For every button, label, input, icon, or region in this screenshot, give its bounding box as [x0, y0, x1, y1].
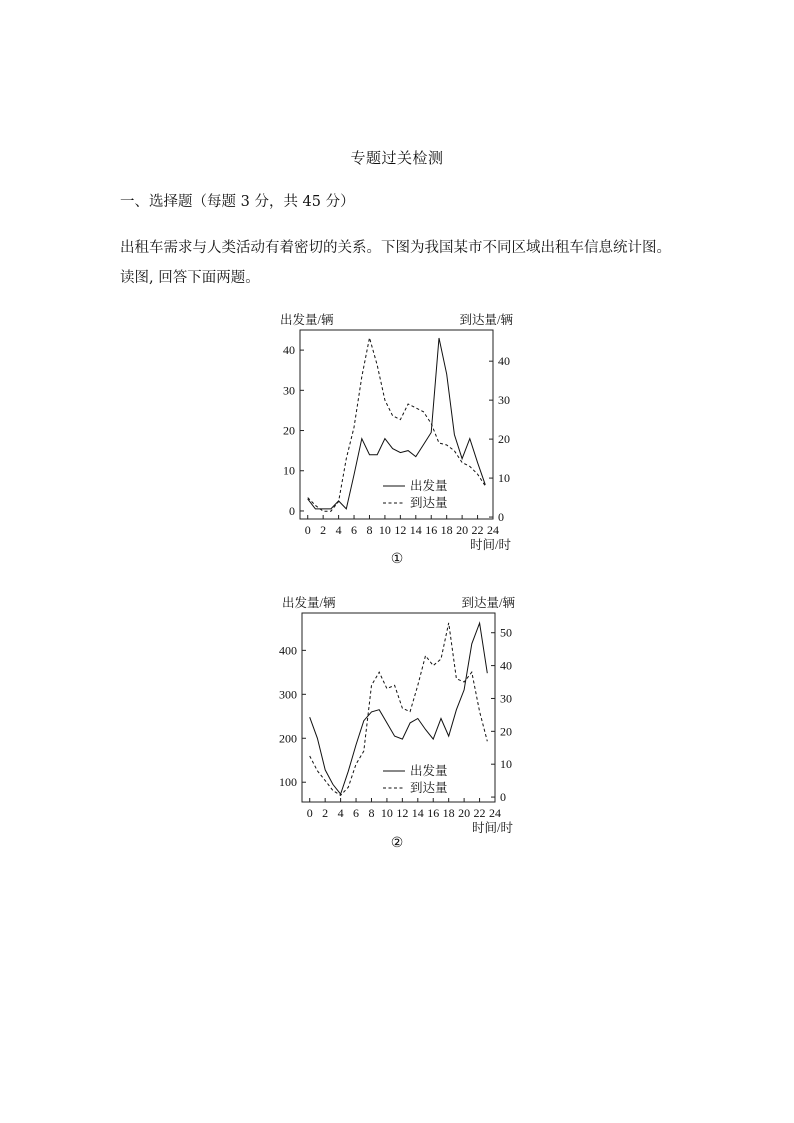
chart2-left-tick-label: 400 [279, 643, 297, 658]
chart1-y-left-title: 出发量/辆 [280, 313, 334, 327]
chart2-x-tick-label: 10 [380, 806, 393, 820]
chart2-right-tick-label: 40 [500, 658, 512, 673]
chart1-legend-label: 到达量 [410, 496, 448, 510]
chart2-right-tick-label: 30 [500, 691, 512, 706]
chart1-left-tick-label: 10 [283, 463, 295, 478]
chart2-x-tick-label: 18 [442, 806, 455, 820]
chart2-plot-frame [302, 613, 495, 802]
chart2-series-arrivals-line [310, 623, 488, 796]
chart1-x-tick-label: 14 [409, 523, 422, 537]
question-intro: 出租车需求与人类活动有着密切的关系。下图为我国某市不同区域出租车信息统计图。 [120, 240, 671, 256]
chart1-right-tick-label: 30 [498, 393, 510, 408]
page-title: 专题过关检测 [350, 149, 444, 167]
chart1-x-tick-label: 18 [440, 523, 453, 537]
section-heading: 一、选择题（每题 3 分，共 45 分） [120, 194, 355, 210]
chart1-x-tick-label: 0 [304, 523, 311, 537]
chart1-x-tick-label: 4 [335, 523, 342, 537]
chart1-left-tick-label: 0 [289, 503, 295, 518]
chart1-x-tick-label: 8 [366, 523, 373, 537]
question-instruction: 读图, 回答下面两题。 [120, 270, 260, 286]
chart2-left-tick-label: 300 [279, 687, 297, 702]
chart1-right-tick-label: 40 [498, 354, 510, 369]
chart2-y-left-title: 出发量/辆 [282, 596, 336, 610]
taxi-chart-1 [0, 300, 794, 550]
chart2-x-tick-label: 22 [473, 806, 486, 820]
chart2-x-tick-label: 16 [427, 806, 440, 820]
taxi-chart-2 [0, 585, 794, 835]
chart2-legend-label: 到达量 [410, 781, 448, 795]
chart2-right-tick-label: 20 [500, 724, 512, 739]
chart1-x-tick-label: 16 [425, 523, 438, 537]
chart1-left-tick-label: 20 [283, 423, 295, 438]
chart1-legend-label: 出发量 [410, 479, 448, 493]
chart1-x-tick-label: 6 [351, 523, 358, 537]
chart2-right-tick-label: 50 [500, 625, 512, 640]
chart1-x-tick-label: 10 [378, 523, 391, 537]
chart2-right-tick-label: 10 [500, 757, 512, 772]
chart1-series-arrivals-line [308, 338, 486, 511]
chart2-x-tick-label: 0 [306, 806, 313, 820]
chart1-x-tick-label: 24 [487, 523, 499, 537]
chart2-x-tick-label: 6 [353, 806, 360, 820]
chart2-y-right-title: 到达量/辆 [461, 596, 515, 610]
chart-1-caption: ① [390, 551, 404, 567]
chart2-x-tick-label: 20 [458, 806, 471, 820]
chart1-y-right-title: 到达量/辆 [459, 313, 513, 327]
chart2-right-tick-label: 0 [500, 790, 506, 805]
chart1-x-tick-label: 20 [456, 523, 469, 537]
chart1-series-departures-line [308, 338, 486, 509]
chart1-right-tick-label: 0 [498, 510, 504, 525]
chart1-x-tick-label: 2 [320, 523, 327, 537]
chart1-x-tick-label: 22 [471, 523, 484, 537]
chart2-x-tick-label: 4 [337, 806, 344, 820]
chart2-series-departures-line [310, 623, 488, 794]
chart-2-caption: ② [390, 835, 404, 851]
chart1-right-tick-label: 10 [498, 471, 510, 486]
chart2-x-tick-label: 24 [489, 806, 501, 820]
chart2-x-tick-label: 14 [411, 806, 424, 820]
chart1-x-tick-label: 12 [394, 523, 407, 537]
chart2-x-title: 时间/时 [472, 821, 513, 835]
chart1-right-tick-label: 20 [498, 432, 510, 447]
chart2-left-tick-label: 200 [279, 731, 297, 746]
chart1-left-tick-label: 40 [283, 343, 295, 358]
chart1-left-tick-label: 30 [283, 383, 295, 398]
chart2-left-tick-label: 100 [279, 775, 297, 790]
chart2-legend-label: 出发量 [410, 764, 448, 778]
chart2-x-tick-label: 2 [322, 806, 329, 820]
chart1-x-title: 时间/时 [470, 538, 511, 552]
chart2-x-tick-label: 8 [368, 806, 375, 820]
chart1-plot-frame [300, 330, 493, 519]
chart2-x-tick-label: 12 [396, 806, 409, 820]
